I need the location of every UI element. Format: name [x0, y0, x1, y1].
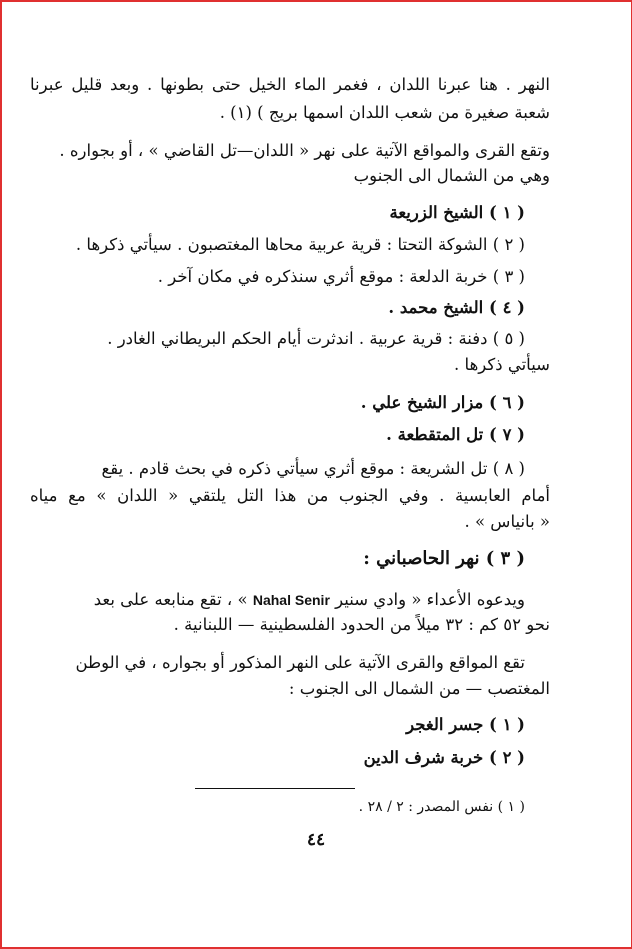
text-line: النهر . هنا عبرنا اللدان ، فغمر الماء الخيل حتى بطونها . وبعد قليل عبرنا [30, 75, 550, 94]
list-item: ( ٥ ) دفنة : قرية عربية . اندثرت أيام الحكم البريطاني الغادر . [107, 329, 525, 348]
text-line: « بانياس » . [464, 512, 550, 531]
text-line: تقع المواقع والقرى الآتية على النهر المذكور أو بجواره ، في الوطن [75, 653, 525, 672]
page-number: ٤٤ [306, 830, 326, 850]
list-item: ( ١ ) جسر الغجر [406, 715, 525, 734]
text-line: وتقع القرى والمواقع الآتية على نهر « اللدان—تل القاضي » ، أو بجواره . [59, 141, 550, 160]
latin-term: Nahal Senir [252, 592, 330, 608]
footnote-rule [195, 788, 355, 789]
list-item: ( ٧ ) تل المتقطعة . [386, 425, 525, 444]
footnote: ( ١ ) نفس المصدر : ٢ / ٢٨ . [358, 799, 525, 815]
list-item: ( ١ ) الشيخ الزريعة [389, 203, 525, 222]
text-fragment: ويدعوه الأعداء « وادي سنير [335, 590, 525, 609]
list-item: ( ٢ ) الشوكة التحتا : قرية عربية محاها المغتصبون . سيأتي ذكرها . [75, 235, 525, 254]
section-heading: ( ٣ ) نهر الحاصباني : [363, 548, 525, 569]
text-line: وهي من الشمال الى الجنوب [353, 166, 550, 185]
list-item: ( ٣ ) خربة الدلعة : موقع أثري سنذكره في مكان آخر . [157, 267, 525, 286]
text-line [5, 589, 525, 611]
list-item: ( ٤ ) الشيخ محمد . [388, 298, 525, 317]
list-item: ( ٨ ) تل الشريعة : موقع أثري سيأتي ذكره في بحث قادم . يقع [101, 459, 525, 478]
list-item: ( ٢ ) خربة شرف الدين [363, 748, 525, 767]
text-line: أمام العابسية . وفي الجنوب من هذا التل يلتقي « اللدان » مع مياه [30, 486, 550, 505]
text-fragment: » ، تقع منابعه على بعد [93, 590, 248, 609]
text-line: نحو ٥٢ كم : ٣٢ ميلاً من الحدود الفلسطينية — اللبنانية . [173, 615, 550, 634]
text-line: شعبة صغيرة من شعب اللدان اسمها بريج ) (١) . [219, 103, 550, 122]
list-item: ( ٦ ) مزار الشيخ علي . [360, 393, 525, 412]
text-line: المغتصب — من الشمال الى الجنوب : [288, 679, 550, 698]
text-line: سيأتي ذكرها . [454, 355, 550, 374]
